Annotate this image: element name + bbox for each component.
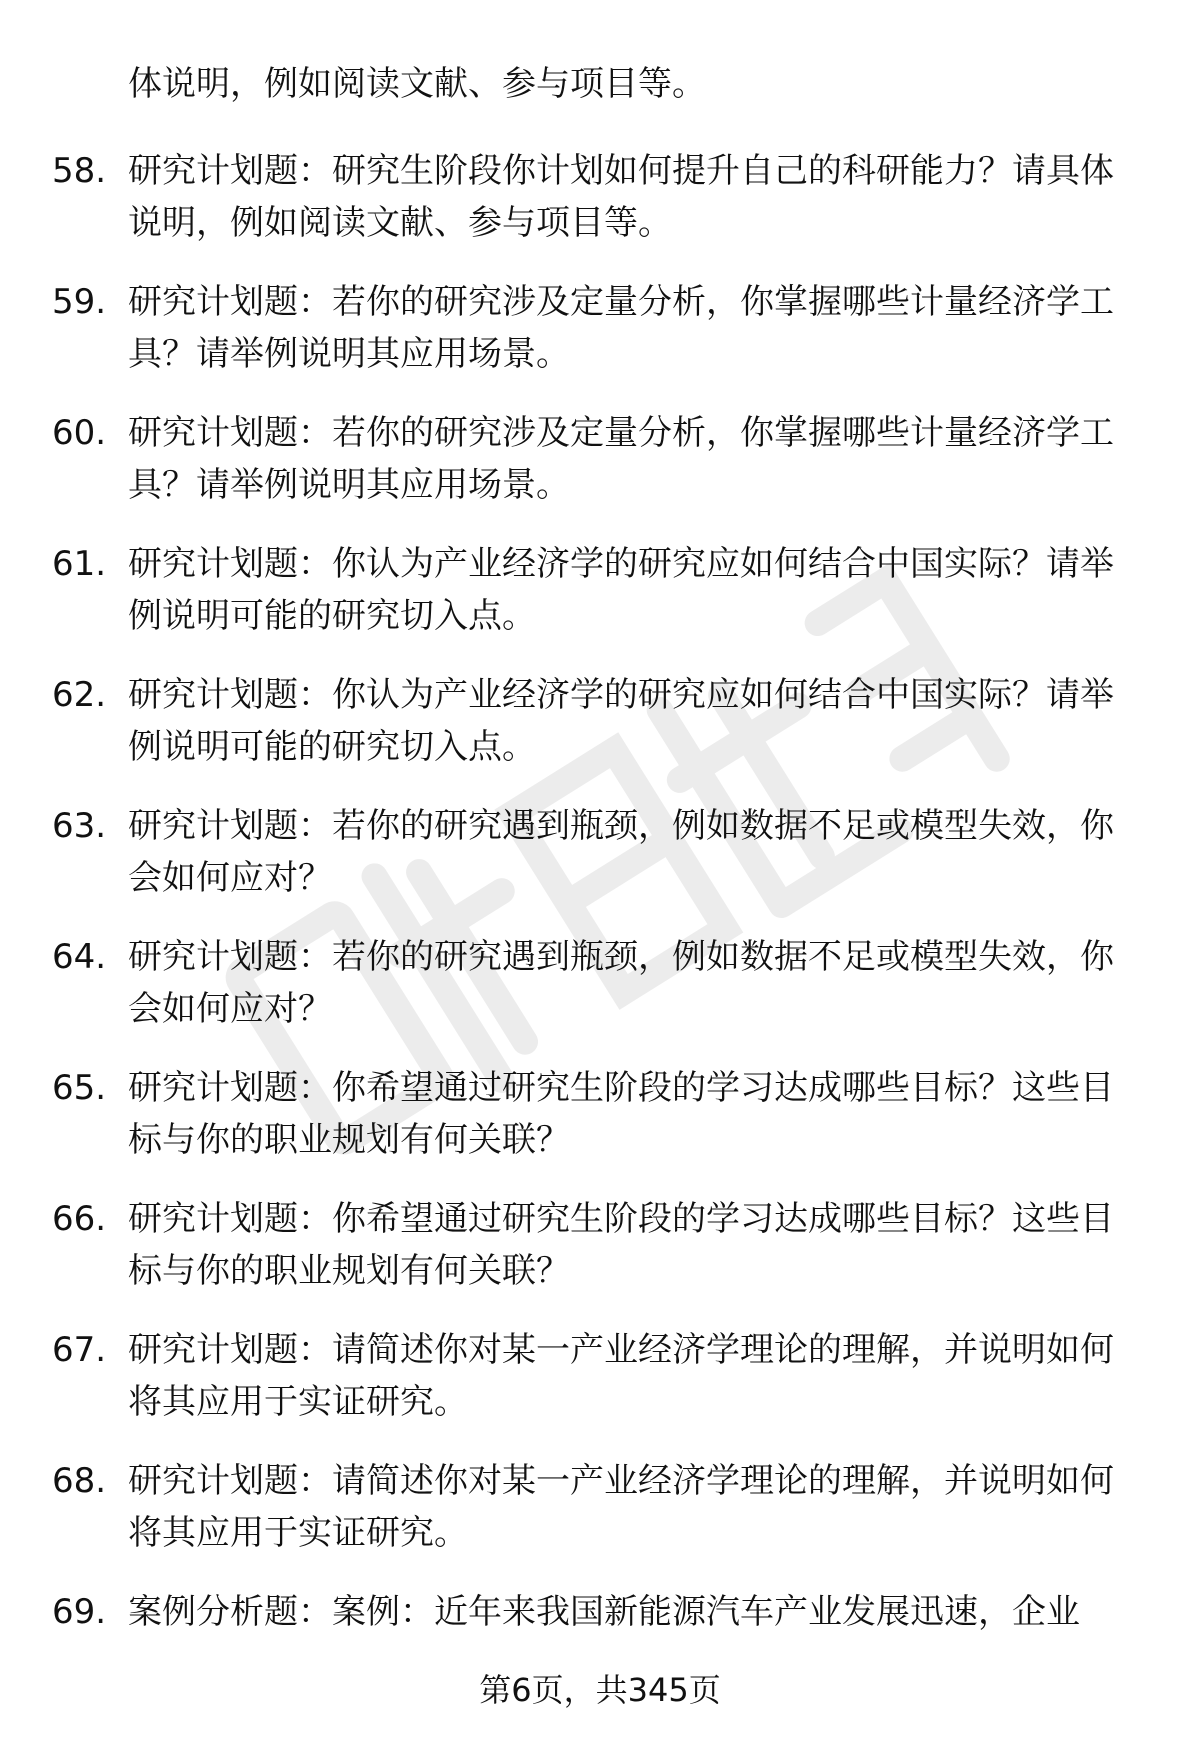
continuation-text: 体说明，例如阅读文献、参与项目等。 <box>128 64 706 104</box>
list-item <box>0 1062 1200 1193</box>
question-number: 62. <box>52 675 107 715</box>
question-number: 66. <box>52 1199 107 1239</box>
question-number: 67. <box>52 1330 107 1370</box>
question-text: 研究计划题：你希望通过研究生阶段的学习达成哪些目标？这些目标与你的职业规划有何关联？ <box>128 1068 1114 1160</box>
page-footer: 第6页，共345页 <box>479 1671 721 1709</box>
question-text: 案例分析题：案例：近年来我国新能源汽车产业发展迅速，企业 <box>128 1592 1080 1632</box>
list-item <box>0 145 1200 276</box>
question-text: 研究计划题：研究生阶段你计划如何提升自己的科研能力？请具体说明，例如阅读文献、参与项目等。 <box>128 151 1114 243</box>
question-text: 研究计划题：若你的研究遇到瓶颈，例如数据不足或模型失效，你会如何应对？ <box>128 937 1114 1029</box>
question-text: 研究计划题：请简述你对某一产业经济学理论的理解，并说明如何将其应用于实证研究。 <box>128 1461 1114 1553</box>
question-text: 研究计划题：若你的研究涉及定量分析，你掌握哪些计量经济学工具？请举例说明其应用场景。 <box>128 282 1114 374</box>
list-item <box>0 1193 1200 1324</box>
list-item <box>0 407 1200 538</box>
question-number: 60. <box>52 413 107 453</box>
list-item <box>0 931 1200 1062</box>
list-item <box>0 1324 1200 1455</box>
question-number: 64. <box>52 937 107 977</box>
question-text: 研究计划题：若你的研究涉及定量分析，你掌握哪些计量经济学工具？请举例说明其应用场景。 <box>128 413 1114 505</box>
question-text: 研究计划题：你认为产业经济学的研究应如何结合中国实际？请举例说明可能的研究切入点。 <box>128 675 1114 767</box>
list-item <box>0 538 1200 669</box>
question-list <box>0 145 1200 1717</box>
question-number: 63. <box>52 806 107 846</box>
question-number: 61. <box>52 544 107 584</box>
question-text: 研究计划题：若你的研究遇到瓶颈，例如数据不足或模型失效，你会如何应对？ <box>128 806 1114 898</box>
question-text: 研究计划题：请简述你对某一产业经济学理论的理解，并说明如何将其应用于实证研究。 <box>128 1330 1114 1422</box>
list-item <box>0 669 1200 800</box>
question-text: 研究计划题：你认为产业经济学的研究应如何结合中国实际？请举例说明可能的研究切入点。 <box>128 544 1114 636</box>
list-item <box>0 800 1200 931</box>
question-number: 59. <box>52 282 107 322</box>
list-item <box>0 1455 1200 1586</box>
list-item <box>0 276 1200 407</box>
question-text: 研究计划题：你希望通过研究生阶段的学习达成哪些目标？这些目标与你的职业规划有何关联？ <box>128 1199 1114 1291</box>
question-number: 65. <box>52 1068 107 1108</box>
question-number: 69. <box>52 1592 107 1632</box>
question-number: 58. <box>52 151 107 191</box>
question-number: 68. <box>52 1461 107 1501</box>
